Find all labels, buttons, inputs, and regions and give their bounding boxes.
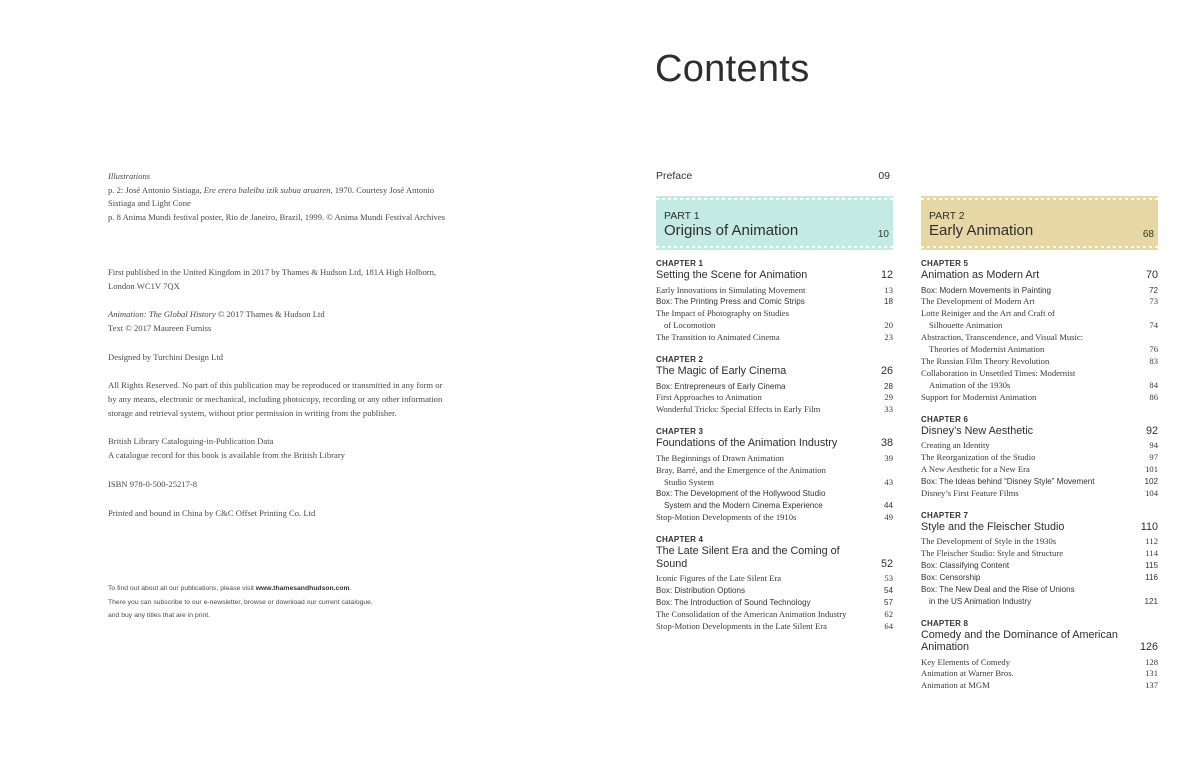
chapter-page: 12 [880, 269, 893, 281]
toc-section-entry[interactable] [921, 308, 1158, 332]
toc-section-entry[interactable] [921, 356, 1158, 368]
toc-preface[interactable] [656, 170, 890, 182]
copyright-book-title: Animation: The Global History [108, 309, 216, 320]
entry-title-line: Box: Censorship [921, 572, 981, 582]
entry-title-continuation: Theories of Modernist Animation [929, 344, 1045, 355]
toc-chapter [921, 618, 1158, 693]
entry-title-line: Iconic Figures of the Late Silent Era [656, 573, 782, 584]
entry-page: 44 [883, 501, 893, 511]
chapter-label: CHAPTER 4 [656, 535, 704, 545]
chapter-label: CHAPTER 7 [921, 510, 969, 520]
chapter-title: Setting the Scene for Animation [656, 269, 808, 281]
entry-title-line: Wonderful Tricks: Special Effects in Early Film [656, 404, 821, 415]
entry-page: 128 [1145, 656, 1158, 667]
entry-page: 112 [1145, 536, 1158, 547]
entry-title [656, 381, 861, 393]
entry-title [656, 332, 861, 344]
entry-title-line: Animation at Warner Bros. [921, 668, 1014, 679]
entry-title-line: Abstraction, Transcendence, and Visual Music: [921, 332, 1084, 343]
entry-title [921, 680, 1126, 692]
entry-title-continuation: Animation of the 1930s [929, 379, 1011, 390]
entry-title-line: The Reorganization of the Studio [921, 451, 1036, 462]
toc-section-entry[interactable] [921, 332, 1158, 356]
entry-page: 86 [1149, 391, 1158, 402]
part-1-chapters [656, 258, 893, 633]
entry-title-line: Box: The Introduction of Sound Technology [656, 598, 811, 607]
toc-section-entry[interactable] [656, 308, 893, 332]
preface-label: Preface [656, 170, 693, 182]
entry-title-line: Bray, Barré, and the Emergence of the Animation [656, 464, 826, 475]
entry-title-line: Animation at MGM [921, 680, 990, 691]
chapter-page: 26 [880, 365, 893, 378]
entry-page: 73 [1149, 296, 1158, 307]
entry-page: 54 [883, 586, 893, 596]
publisher-promo [108, 582, 438, 623]
toc-column-part2 [921, 196, 1158, 692]
entry-title [921, 308, 1126, 332]
toc-chapter [656, 354, 893, 416]
entry-title [921, 464, 1126, 476]
entry-title-line: Stop-Motion Developments of the 1910s [656, 512, 797, 523]
chapter-page: 38 [880, 437, 893, 450]
promo-line-1-suffix: . [349, 585, 352, 592]
entry-title-line: Lotte Reiniger and the Art and Craft of [921, 308, 1055, 319]
part-1-title: Origins of Animation [664, 222, 799, 239]
illustration-credit-1 [108, 184, 453, 211]
illustration-credit-1-suffix: , 1970. Courtesy José Antonio Sistiaga and Light Cone [108, 184, 435, 209]
illustration-credit-1-title: Ere erera baleibu izik subua aruaren [203, 184, 331, 195]
entry-title [656, 465, 861, 489]
entry-page: 114 [1145, 548, 1158, 558]
entry-title-line: The Development of Modern Art [921, 296, 1035, 307]
chapter-page: 92 [1145, 424, 1158, 437]
entry-page: 62 [884, 608, 893, 619]
imprint-block [108, 170, 453, 520]
illustrations-heading: Illustrations [108, 171, 151, 181]
entry-page: 20 [884, 320, 893, 331]
part-2-page: 68 [1142, 229, 1154, 240]
chapter-label: CHAPTER 8 [921, 618, 969, 628]
isbn: ISBN 978-0-500-25217-8 [108, 478, 198, 489]
chapter-label: CHAPTER 3 [656, 427, 704, 437]
entry-title [656, 392, 861, 404]
toc-chapter [921, 258, 1158, 404]
chapter-page: 70 [1145, 269, 1158, 281]
entry-title-continuation: Studio System [664, 476, 714, 487]
entry-title [656, 573, 861, 585]
toc-section-entry[interactable] [656, 453, 893, 465]
toc-section-entry[interactable] [656, 285, 893, 297]
chapter-title: The Magic of Early Cinema [656, 365, 787, 378]
entry-page: 23 [884, 332, 893, 343]
preface-page: 09 [878, 170, 890, 182]
chapter-label: CHAPTER 6 [921, 414, 969, 424]
part-2-label: PART 2 [929, 210, 965, 222]
toc-box-entry[interactable] [656, 488, 893, 512]
toc-chapter [656, 534, 893, 633]
chapter-title: Animation as Modern Art [921, 269, 1040, 281]
entry-page: 83 [1149, 355, 1158, 366]
chapter-title-row[interactable] [921, 521, 1158, 534]
entry-page: 115 [1145, 560, 1158, 570]
entry-title [656, 585, 861, 597]
entry-title [921, 440, 1126, 452]
part-1-page: 10 [877, 229, 889, 240]
promo-line-3: and buy any titles that are in print. [108, 612, 211, 620]
chapter-page: 126 [1139, 641, 1158, 654]
entry-page: 43 [884, 476, 893, 487]
entry-title [921, 560, 1126, 572]
part-1-banner[interactable] [656, 196, 893, 250]
toc-section-entry[interactable] [921, 392, 1158, 404]
copyright-suffix: © 2017 Thames & Hudson Ltd [215, 309, 325, 320]
toc-section-entry[interactable] [921, 548, 1158, 560]
chapter-title-row[interactable] [656, 545, 893, 570]
entry-title-continuation: System and the Modern Cinema Experience [664, 501, 823, 511]
entry-title [656, 597, 861, 609]
toc-box-entry[interactable] [921, 572, 1158, 584]
toc-section-entry[interactable] [921, 368, 1158, 392]
designed-by: Designed by Turchini Design Ltd [108, 351, 224, 362]
entry-title-continuation: in the US Animation Industry [929, 596, 1032, 606]
toc-box-entry[interactable] [656, 381, 893, 393]
entry-page: 84 [1149, 379, 1158, 390]
toc-section-entry[interactable] [656, 609, 893, 621]
part-2-title: Early Animation [929, 222, 1034, 239]
entry-title [656, 621, 861, 633]
chapter-title-row[interactable] [656, 365, 893, 378]
copyright-line [108, 308, 453, 322]
entry-page: 64 [884, 620, 893, 631]
entry-page: 72 [1148, 285, 1158, 295]
promo-line-2: There you can subscribe to our e-newsletter, browse or download our current catalogue, [108, 598, 373, 606]
entry-page: 13 [884, 284, 893, 295]
entry-title [921, 572, 1126, 584]
toc-section-entry[interactable] [656, 621, 893, 633]
entry-title [656, 285, 861, 297]
entry-title-line: Box: The Development of the Hollywood Studio [656, 489, 826, 499]
illustration-credit-1-prefix: p. 2: José Antonio Sistiaga, [108, 184, 204, 195]
illustration-credit-2: p. 8 Anima Mundi festival poster, Rio de Janeiro, Brazil, 1999. © Anima Mundi Festival Archives [108, 212, 446, 223]
entry-title-line: Stop-Motion Developments in the Late Silent Era [656, 620, 827, 631]
part-1-label: PART 1 [664, 210, 700, 222]
rights-statement: All Rights Reserved. No part of this publication may be reproduced or transmitted in any form or by any means, electronic or mechanical, including photocopy, recording or any other information storage and retrieval system, without prior permission in writing from the publisher. [108, 380, 443, 418]
entry-page: 29 [884, 392, 893, 403]
chapter-title: Disney’s New Aesthetic [921, 424, 1034, 437]
entry-title [921, 657, 1126, 669]
entry-page: 33 [884, 404, 893, 415]
entry-title [921, 452, 1126, 464]
toc-section-entry[interactable] [921, 296, 1158, 308]
chapter-title-row[interactable] [921, 629, 1158, 654]
part-2-banner[interactable] [921, 196, 1158, 250]
entry-title [921, 332, 1126, 356]
chapter-title-row[interactable] [921, 425, 1158, 438]
entry-title [656, 488, 861, 512]
chapter-title: Foundations of the Animation Industry [656, 437, 838, 450]
toc-section-entry[interactable] [921, 452, 1158, 464]
toc-section-entry[interactable] [921, 680, 1158, 692]
toc-section-entry[interactable] [656, 465, 893, 489]
toc-box-entry[interactable] [921, 560, 1158, 572]
entry-title [921, 285, 1126, 297]
promo-line-1 [108, 582, 438, 596]
cip-line-2: A catalogue record for this book is available from the British Library [108, 450, 345, 461]
entry-title-line: Box: Entrepreneurs of Early Cinema [656, 381, 786, 391]
toc-chapter [656, 426, 893, 524]
entry-page: 49 [884, 512, 893, 523]
entry-page: 74 [1149, 320, 1158, 331]
entry-title-line: Box: The New Deal and the Rise of Unions [921, 584, 1075, 594]
entry-title-line: A New Aesthetic for a New Era [921, 463, 1030, 474]
toc-box-entry[interactable] [921, 285, 1158, 297]
entry-title [656, 308, 861, 332]
toc-section-entry[interactable] [921, 488, 1158, 500]
entry-title-line: The Russian Film Theory Revolution [921, 355, 1050, 366]
toc-chapter [656, 258, 893, 344]
part-2-chapters [921, 258, 1158, 692]
entry-title [921, 548, 1126, 560]
chapter-title-row[interactable] [656, 269, 893, 282]
entry-page: 18 [883, 297, 893, 307]
entry-title [656, 512, 861, 524]
entry-title [921, 488, 1126, 500]
entry-title-line: The Fleischer Studio: Style and Structure [921, 548, 1064, 558]
toc-chapter [921, 414, 1158, 500]
entry-title-line: Key Elements of Comedy [921, 656, 1011, 667]
toc-box-entry[interactable] [656, 585, 893, 597]
toc-section-entry[interactable] [921, 440, 1158, 452]
entry-title [921, 356, 1126, 368]
entry-title-line: Disney’s First Feature Films [921, 487, 1019, 498]
entry-title [921, 668, 1126, 680]
entry-title-line: Box: The Printing Press and Comic Strips [656, 297, 805, 307]
entry-title-line: The Development of Style in the 1930s [921, 536, 1057, 547]
entry-title [921, 392, 1126, 404]
toc-box-entry[interactable] [656, 296, 893, 308]
toc-column-part1 [656, 196, 893, 633]
chapter-label: CHAPTER 1 [656, 259, 704, 268]
toc-section-entry[interactable] [656, 404, 893, 416]
entry-page: 94 [1149, 440, 1158, 451]
entry-title [656, 404, 861, 416]
printed-by: Printed and bound in China by C&C Offset Printing Co. Ltd [108, 507, 316, 518]
chapter-title: The Late Silent Era and the Coming of Sound [656, 545, 840, 570]
entry-page: 39 [884, 452, 893, 463]
toc-section-entry[interactable] [921, 668, 1158, 680]
publisher-website-link[interactable]: www.thamesandhudson.com [255, 585, 350, 592]
toc-box-entry[interactable] [656, 597, 893, 609]
entry-page: 53 [884, 573, 893, 584]
entry-page: 121 [1144, 596, 1158, 606]
chapter-title-row[interactable] [656, 437, 893, 450]
entry-title [656, 453, 861, 465]
toc-box-entry[interactable] [921, 476, 1158, 488]
entry-title [921, 296, 1126, 308]
entry-page: 57 [883, 598, 893, 607]
entry-page: 137 [1145, 680, 1158, 691]
entry-title-line: First Approaches to Animation [656, 392, 762, 403]
contents-title: Contents [655, 48, 810, 90]
chapter-page: 110 [1140, 520, 1158, 533]
first-published: First published in the United Kingdom in 2017 by Thames & Hudson Ltd, 181A High Holborn, London WC1V 7QX [108, 266, 437, 291]
entry-title-line: The Consolidation of the American Animation Industry [656, 608, 847, 619]
entry-title-line: Box: Distribution Options [656, 586, 746, 596]
entry-page: 104 [1145, 487, 1158, 498]
entry-page: 101 [1145, 463, 1158, 474]
entry-title-continuation: of Locomotion [664, 320, 716, 331]
text-copyright: Text © 2017 Maureen Furniss [108, 322, 212, 333]
chapter-label: CHAPTER 2 [656, 355, 704, 365]
toc-section-entry[interactable] [921, 536, 1158, 548]
chapter-title: Comedy and the Dominance of American Animation [921, 628, 1118, 654]
chapter-title: Style and the Fleischer Studio [921, 520, 1065, 533]
entry-title-line: The Transition to Animated Cinema [656, 332, 780, 343]
entry-title-line: Support for Modernist Animation [921, 391, 1037, 402]
chapter-page: 52 [880, 557, 893, 570]
chapter-label: CHAPTER 5 [921, 259, 969, 268]
entry-title [921, 536, 1126, 548]
toc-section-entry[interactable] [656, 332, 893, 344]
toc-section-entry[interactable] [921, 657, 1158, 669]
entry-title-line: Early Innovations in Simulating Movement [656, 284, 806, 295]
entry-title [921, 584, 1126, 608]
entry-title [656, 609, 861, 621]
entry-page: 76 [1149, 344, 1158, 355]
entry-page: 97 [1149, 451, 1158, 462]
cip-line-1: British Library Cataloguing-in-Publication Data [108, 436, 274, 447]
entry-page: 102 [1144, 476, 1158, 486]
entry-title-line: The Beginnings of Drawn Animation [656, 452, 784, 463]
entry-page: 131 [1145, 668, 1158, 679]
entry-page: 28 [883, 381, 893, 391]
entry-title-line: Box: Modern Movements in Painting [921, 285, 1052, 295]
entry-title [921, 368, 1126, 392]
entry-page: 116 [1145, 572, 1158, 582]
chapter-title-row[interactable] [921, 269, 1158, 282]
promo-line-1-prefix: To find out about all our publications, please visit [108, 585, 256, 592]
entry-title-line: The Impact of Photography on Studies [656, 308, 789, 319]
toc-section-entry[interactable] [656, 392, 893, 404]
toc-section-entry[interactable] [921, 464, 1158, 476]
entry-title [656, 296, 861, 308]
toc-box-entry[interactable] [921, 584, 1158, 608]
entry-title-line: Collaboration in Unsettled Times: Modernist [921, 367, 1076, 378]
entry-title [921, 476, 1126, 488]
toc-section-entry[interactable] [656, 573, 893, 585]
entry-title-line: Creating an Identity [921, 440, 990, 451]
entry-title-line: Box: The Ideas behind “Disney Style” Movement [921, 476, 1095, 486]
toc-section-entry[interactable] [656, 512, 893, 524]
entry-title-line: Box: Classifying Content [921, 560, 1010, 570]
toc-chapter [921, 510, 1158, 608]
entry-title-continuation: Silhouette Animation [929, 320, 1003, 331]
